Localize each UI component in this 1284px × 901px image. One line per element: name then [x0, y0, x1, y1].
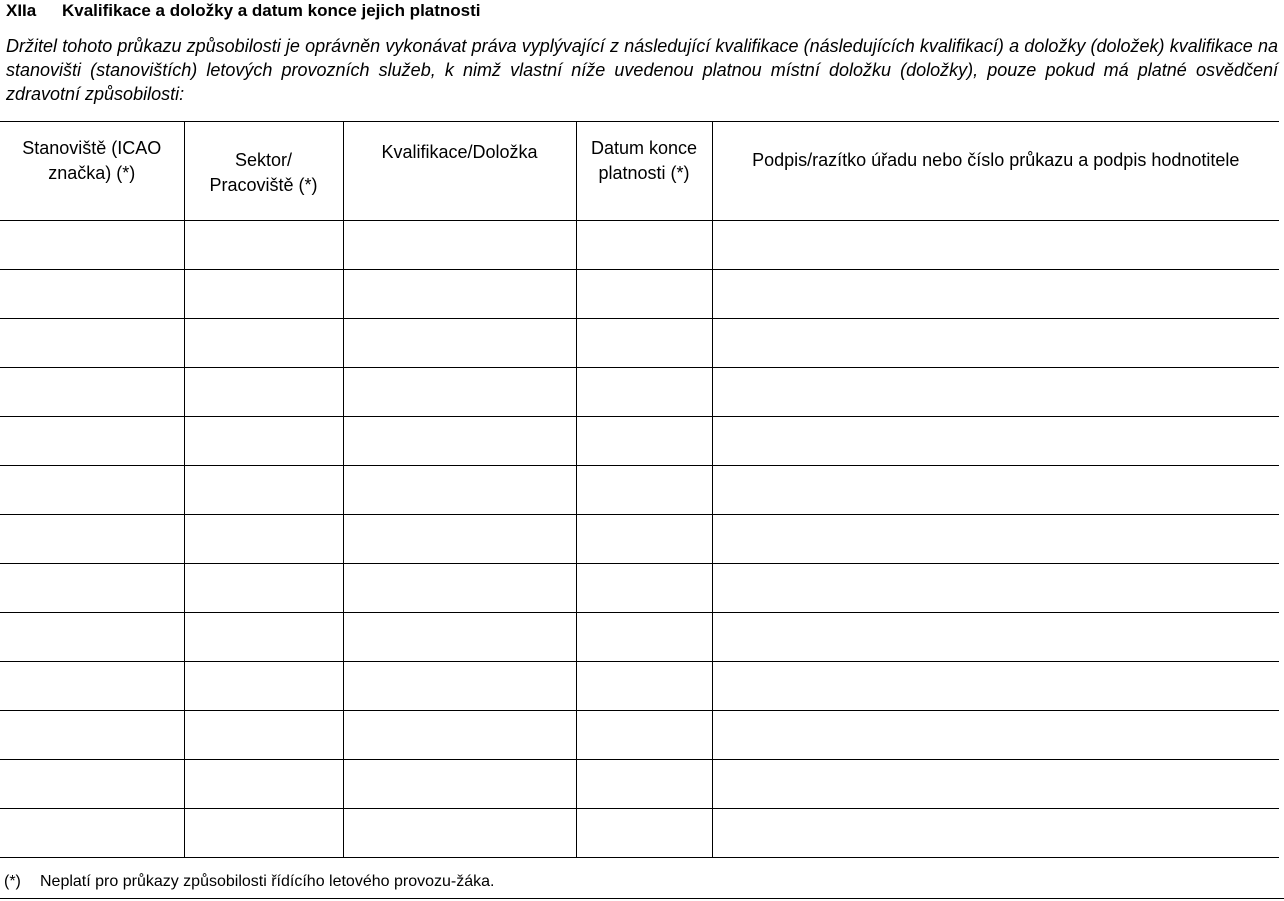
sector-cell[interactable] — [184, 613, 343, 662]
bottom-rule — [0, 898, 1284, 899]
table-row — [0, 809, 1279, 858]
unit-cell[interactable] — [0, 760, 184, 809]
table-row — [0, 515, 1279, 564]
signature-cell[interactable] — [712, 368, 1279, 417]
rating-cell[interactable] — [343, 760, 576, 809]
rating-cell[interactable] — [343, 417, 576, 466]
table-row — [0, 613, 1279, 662]
signature-cell[interactable] — [712, 319, 1279, 368]
signature-cell[interactable] — [712, 711, 1279, 760]
header-unit — [0, 122, 184, 221]
rating-cell[interactable] — [343, 515, 576, 564]
table-row — [0, 221, 1279, 270]
rating-cell[interactable] — [343, 613, 576, 662]
unit-cell[interactable] — [0, 319, 184, 368]
expiry-cell[interactable] — [576, 515, 712, 564]
header-sector — [184, 122, 343, 221]
expiry-cell[interactable] — [576, 809, 712, 858]
expiry-cell[interactable] — [576, 564, 712, 613]
sector-cell[interactable] — [184, 760, 343, 809]
table-header-row — [0, 122, 1279, 221]
header-signature — [712, 122, 1279, 221]
signature-cell[interactable] — [712, 662, 1279, 711]
expiry-cell[interactable] — [576, 368, 712, 417]
signature-cell[interactable] — [712, 417, 1279, 466]
rating-cell[interactable] — [343, 711, 576, 760]
qualifications-table — [0, 121, 1279, 858]
expiry-cell[interactable] — [576, 319, 712, 368]
sector-cell[interactable] — [184, 270, 343, 319]
signature-cell[interactable] — [712, 809, 1279, 858]
intro-paragraph: Držitel tohoto průkazu způsobilosti je oprávněn vykonávat práva vyplývající z následující kvalifikace (následujících kvalifikací) a doložky (doložek) kvalifikace na stanovišti (stanovištích) letových provozních služeb, k nimž vlastní níže uvedenou platnou místní doložku (doložky), pouze pokud má platné osvědčení zdravotní způsobilosti: — [6, 36, 1278, 104]
header-rating-label: Kvalifikace/Doložka — [381, 142, 538, 162]
expiry-cell[interactable] — [576, 711, 712, 760]
signature-cell[interactable] — [712, 564, 1279, 613]
rating-cell[interactable] — [343, 270, 576, 319]
rating-cell[interactable] — [343, 809, 576, 858]
sector-cell[interactable] — [184, 368, 343, 417]
sector-cell[interactable] — [184, 221, 343, 270]
unit-cell[interactable] — [0, 662, 184, 711]
footnote-mark: (*) — [4, 873, 21, 890]
table-row — [0, 368, 1279, 417]
unit-cell[interactable] — [0, 809, 184, 858]
unit-cell[interactable] — [0, 613, 184, 662]
unit-cell[interactable] — [0, 417, 184, 466]
rating-cell[interactable] — [343, 319, 576, 368]
rating-cell[interactable] — [343, 662, 576, 711]
footnote — [4, 872, 494, 892]
unit-cell[interactable] — [0, 270, 184, 319]
header-signature-label: Podpis/razítko úřadu nebo číslo průkazu a podpis hodnotitele — [752, 150, 1240, 170]
table-row — [0, 760, 1279, 809]
rating-cell[interactable] — [343, 564, 576, 613]
expiry-cell[interactable] — [576, 662, 712, 711]
signature-cell[interactable] — [712, 515, 1279, 564]
unit-cell[interactable] — [0, 711, 184, 760]
unit-cell[interactable] — [0, 466, 184, 515]
signature-cell[interactable] — [712, 221, 1279, 270]
section-title: Kvalifikace a doložky a datum konce jejich platnosti — [62, 1, 481, 20]
table-row — [0, 466, 1279, 515]
sector-cell[interactable] — [184, 564, 343, 613]
expiry-cell[interactable] — [576, 613, 712, 662]
unit-cell[interactable] — [0, 221, 184, 270]
table-row — [0, 319, 1279, 368]
rating-cell[interactable] — [343, 466, 576, 515]
table-row — [0, 417, 1279, 466]
unit-cell[interactable] — [0, 564, 184, 613]
table-row — [0, 711, 1279, 760]
table-row — [0, 564, 1279, 613]
sector-cell[interactable] — [184, 711, 343, 760]
sector-cell[interactable] — [184, 809, 343, 858]
expiry-cell[interactable] — [576, 760, 712, 809]
header-expiry-label: Datum konce platnosti (*) — [590, 138, 698, 183]
signature-cell[interactable] — [712, 760, 1279, 809]
sector-cell[interactable] — [184, 662, 343, 711]
header-sector-label: Sektor/ Pracoviště (*) — [209, 150, 318, 195]
signature-cell[interactable] — [712, 270, 1279, 319]
table-row — [0, 270, 1279, 319]
rating-cell[interactable] — [343, 221, 576, 270]
table-row — [0, 662, 1279, 711]
header-unit-label: Stanoviště (ICAO značka) (*) — [22, 138, 162, 183]
unit-cell[interactable] — [0, 515, 184, 564]
section-number: XIIa — [6, 1, 37, 20]
sector-cell[interactable] — [184, 466, 343, 515]
sector-cell[interactable] — [184, 417, 343, 466]
expiry-cell[interactable] — [576, 466, 712, 515]
sector-cell[interactable] — [184, 515, 343, 564]
table-body — [0, 221, 1279, 858]
header-rating — [343, 122, 576, 221]
header-expiry — [576, 122, 712, 221]
section-heading — [6, 0, 481, 22]
rating-cell[interactable] — [343, 368, 576, 417]
expiry-cell[interactable] — [576, 270, 712, 319]
expiry-cell[interactable] — [576, 221, 712, 270]
expiry-cell[interactable] — [576, 417, 712, 466]
signature-cell[interactable] — [712, 613, 1279, 662]
footnote-text: Neplatí pro průkazy způsobilosti řídícího letového provozu-žáka. — [40, 873, 495, 890]
sector-cell[interactable] — [184, 319, 343, 368]
signature-cell[interactable] — [712, 466, 1279, 515]
unit-cell[interactable] — [0, 368, 184, 417]
